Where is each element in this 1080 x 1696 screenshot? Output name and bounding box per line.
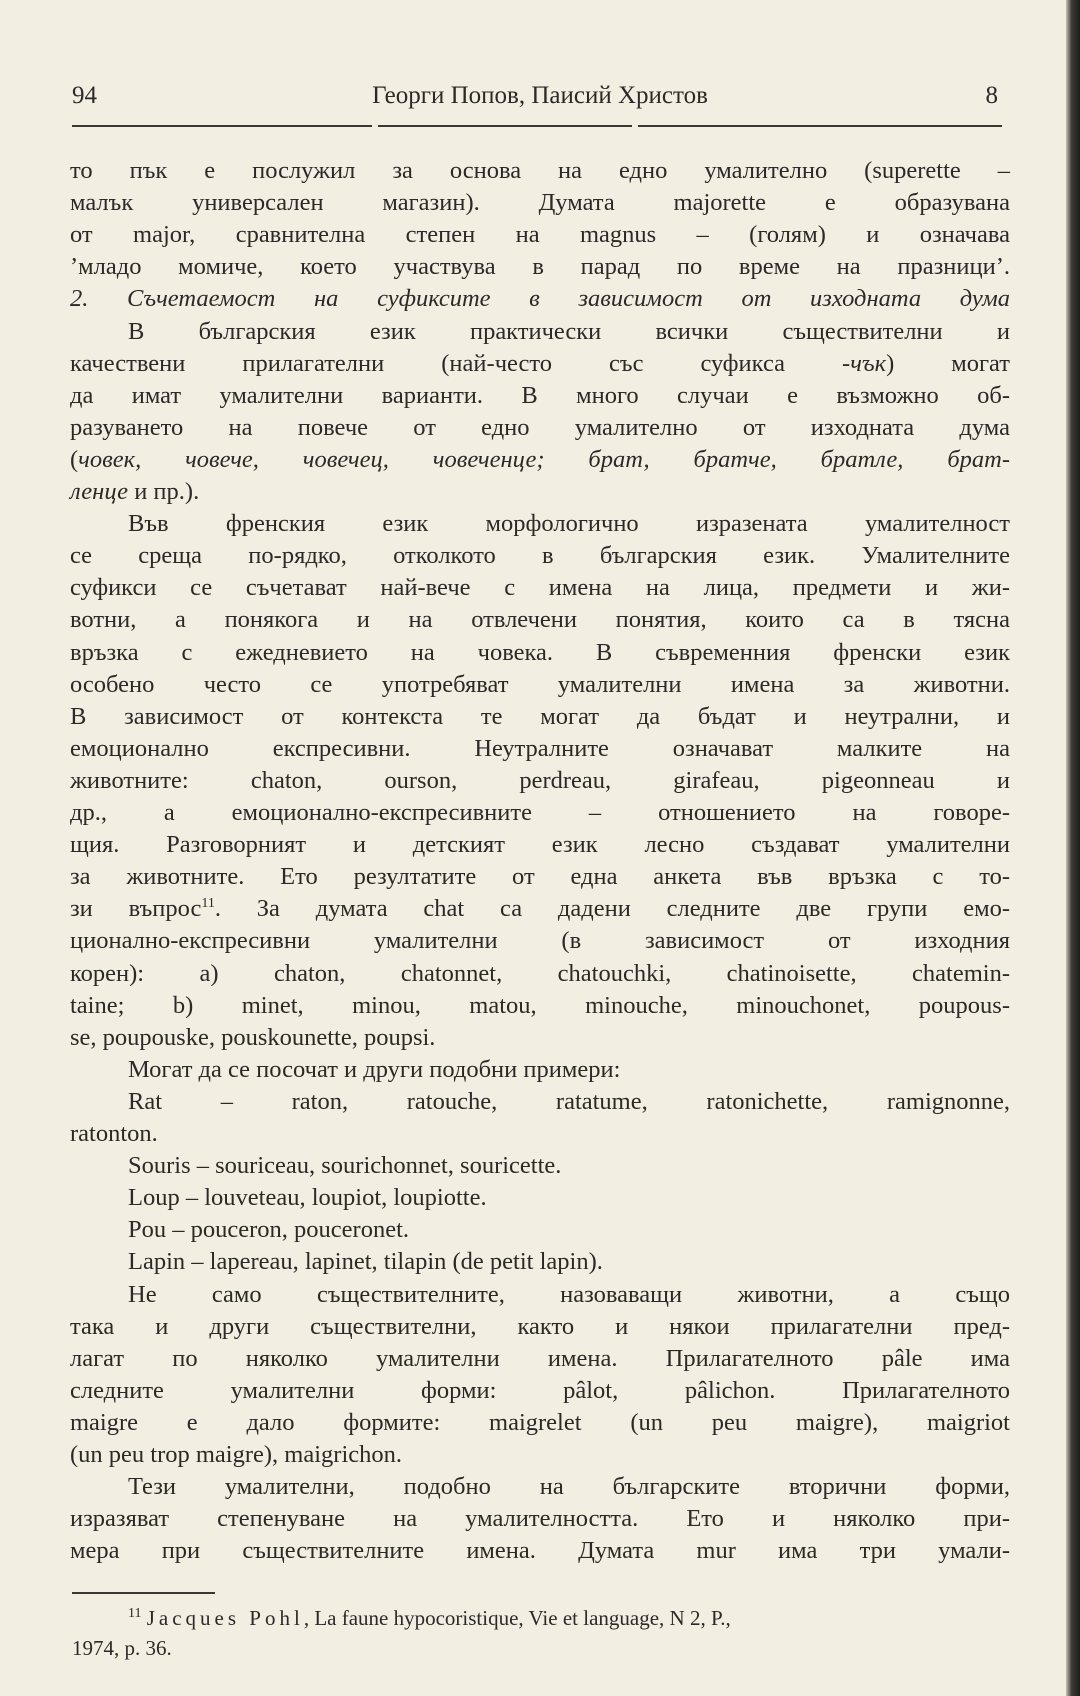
- text-line: [70, 926, 1010, 956]
- text-line: [70, 1376, 1010, 1406]
- text-segment: Souris – souriceau, sourichonnet, souricette.: [128, 1152, 562, 1180]
- text-line: [70, 1536, 1010, 1566]
- text-segment: Не само съществителните, назоваващи животни, а също: [128, 1280, 1010, 1308]
- text-segment: др., а емоционално-експресивните – отношението на говоре-: [70, 799, 1010, 826]
- text-segment: следните умалителни форми: pâlot, pâlichon. Прилагателното: [70, 1376, 1010, 1404]
- text-segment: изразяват степенуване на умалителността. Ето и няколко при-: [70, 1505, 1010, 1533]
- text-segment: така и други съществителни, както и някои прилагателни пред-: [70, 1312, 1010, 1340]
- text-line: [70, 894, 1010, 924]
- text-line: [70, 445, 1010, 475]
- text-line: [70, 252, 1010, 282]
- text-segment: Rat – raton, ratouche, ratatume, ratonichette, ramignonne,: [128, 1087, 1010, 1115]
- section-number: 8: [985, 82, 998, 109]
- text-line: [70, 1344, 1010, 1374]
- text-segment: Могат да се посочат и други подобни примери:: [128, 1055, 621, 1083]
- text-segment: качествени прилагателни (най-често със суфикса: [70, 349, 843, 377]
- text-segment: Loup – louveteau, loupiot, loupiotte.: [128, 1184, 487, 1212]
- text-line: [128, 317, 1010, 347]
- text-segment: Pou – pouceron, pouceronet.: [128, 1216, 409, 1244]
- text-segment: зи въпрос: [70, 895, 202, 923]
- text-segment: за животните. Ето резултатите от една анкета във връзка с то-: [70, 863, 1010, 891]
- text-segment: да имат умалителни варианти. В много случаи е възможно об-: [70, 381, 1010, 409]
- text-line: [70, 413, 1010, 443]
- text-segment: от major, сравнителна степен на magnus – (голям) и означава: [70, 221, 1010, 249]
- text-segment: ’младо момиче, което участвува в парад по време на празници’.: [70, 253, 1010, 281]
- footnote-line-1: [128, 1604, 731, 1632]
- text-line: [70, 381, 1010, 411]
- footnote-marker: 11: [128, 1606, 142, 1621]
- text-line: [70, 573, 1010, 603]
- text-segment: . За думата chat са дадени следните две групи емо-: [214, 895, 1010, 923]
- text-line: [70, 1504, 1010, 1534]
- text-segment: (: [70, 445, 79, 473]
- text-line: [70, 1312, 1010, 1342]
- text-line: [128, 1247, 1010, 1277]
- text-segment: Lapin – lapereau, lapinet, tilapin (de petit lapin).: [128, 1248, 603, 1276]
- text-segment: В българския език практически всички съществителни и: [128, 317, 1010, 345]
- text-segment: Тези умалителни, подобно на българските вторични форми,: [128, 1473, 1010, 1501]
- text-line: [70, 541, 1010, 571]
- text-segment: корен): a) chaton, chatonnet, chatouchki, chatinoisette, chatemin-: [70, 959, 1010, 987]
- text-line: [70, 638, 1010, 668]
- text-line: [70, 349, 1010, 379]
- italic-text: ленце: [70, 478, 129, 505]
- footnote-reference: 11: [201, 896, 215, 912]
- text-segment: В зависимост от контекста те могат да бъдат и неутрални, и: [70, 702, 1010, 730]
- text-segment: суфикси се съчетават най-вече с имена на лица, предмети и жи-: [70, 574, 1010, 602]
- footnote-citation: , La faune hypocoristique, Vie et language, N 2, P.,: [303, 1606, 731, 1630]
- text-line: [70, 798, 1010, 828]
- text-line: [128, 1215, 1010, 1245]
- text-segment: то пък е послужил за основа на едно умалително (superette –: [70, 157, 1010, 184]
- text-line: [70, 477, 1010, 507]
- text-line: [70, 220, 1010, 250]
- text-line: [70, 1023, 1010, 1053]
- text-segment: мера при съществителните имена. Думата mur има три умали-: [70, 1537, 1010, 1565]
- text-segment: лагат по няколко умалителни имена. Прилагателното pâle има: [70, 1344, 1010, 1372]
- text-line: [70, 156, 1010, 186]
- footnote-author: Jacques Pohl: [146, 1606, 304, 1630]
- text-segment: емоционално експресивни. Неутралните означават малките на: [70, 734, 1010, 762]
- text-segment: особено често се употребяват умалителни имена за животни.: [70, 670, 1010, 698]
- text-segment: животните: chaton, ourson, perdreau, girafeau, pigeonneau и: [70, 766, 1010, 794]
- text-line: [70, 862, 1010, 892]
- text-segment: и пр.).: [128, 478, 200, 505]
- italic-text: -чък: [842, 349, 887, 377]
- text-line: [128, 1183, 1010, 1213]
- text-segment: се среща по-рядко, отколкото в българския език. Умалителните: [70, 542, 1010, 570]
- text-line: [128, 1280, 1010, 1310]
- text-line: [70, 1440, 1010, 1470]
- page-number: 94: [72, 82, 97, 109]
- text-segment: maigre е дало формите: maigrelet (un peu maigre), maigriot: [70, 1408, 1010, 1436]
- text-line: [70, 734, 1010, 764]
- text-segment: (un peu trop maigre), maigrichon.: [70, 1441, 403, 1468]
- text-line: [70, 959, 1010, 989]
- text-line: [70, 188, 1010, 218]
- text-line: [128, 1151, 1010, 1181]
- text-segment: вотни, а понякога и на отвлечени понятия, които са в тясна: [70, 606, 1010, 634]
- text-segment: taine; b) minet, minou, matou, minouche, minouchonet, poupous-: [70, 991, 1010, 1019]
- italic-text: 2. Съчетаемост на суфиксите в зависимост от изходната дума: [70, 285, 1010, 313]
- text-line: [128, 1472, 1010, 1502]
- book-binding-edge: [1066, 0, 1080, 1696]
- footnote-rule: [72, 1592, 215, 1594]
- text-line: [70, 766, 1010, 796]
- footnote-line-2: 1974, p. 36.: [72, 1636, 172, 1660]
- text-segment: ционално-експресивни умалителни (в зависимост от изходния: [70, 927, 1010, 955]
- text-line: [70, 605, 1010, 635]
- text-line: [70, 702, 1010, 732]
- italic-text: човек, човече, човечец, човеченце; брат, братче, братле, брат-: [78, 445, 1010, 473]
- text-segment: se, poupouske, pouskounette, poupsi.: [70, 1023, 436, 1051]
- text-line: [128, 509, 1010, 539]
- text-line: [128, 1087, 1010, 1117]
- text-segment: ratonton.: [70, 1120, 158, 1147]
- running-header-authors: Георги Попов, Паисий Христов: [372, 82, 708, 109]
- text-line: [70, 991, 1010, 1021]
- text-segment: ) могат: [886, 349, 1010, 377]
- text-line: [70, 1119, 1010, 1149]
- text-segment: малък универсален магазин). Думата majorette е образувана: [70, 189, 1010, 217]
- section-heading: [70, 284, 1010, 314]
- text-segment: разуването на повече от едно умалително от изходната дума: [70, 413, 1010, 441]
- text-line: [70, 830, 1010, 860]
- header-rule: [72, 125, 1012, 127]
- text-segment: Във френския език морфологично изразената умалителност: [128, 510, 1010, 538]
- text-segment: връзка с ежедневието на човека. В съвременния френски език: [70, 638, 1010, 666]
- text-line: [128, 1055, 1010, 1085]
- text-segment: щия. Разговорният и детският език лесно създават умалителни: [70, 831, 1010, 859]
- text-line: [70, 670, 1010, 700]
- text-line: [70, 1408, 1010, 1438]
